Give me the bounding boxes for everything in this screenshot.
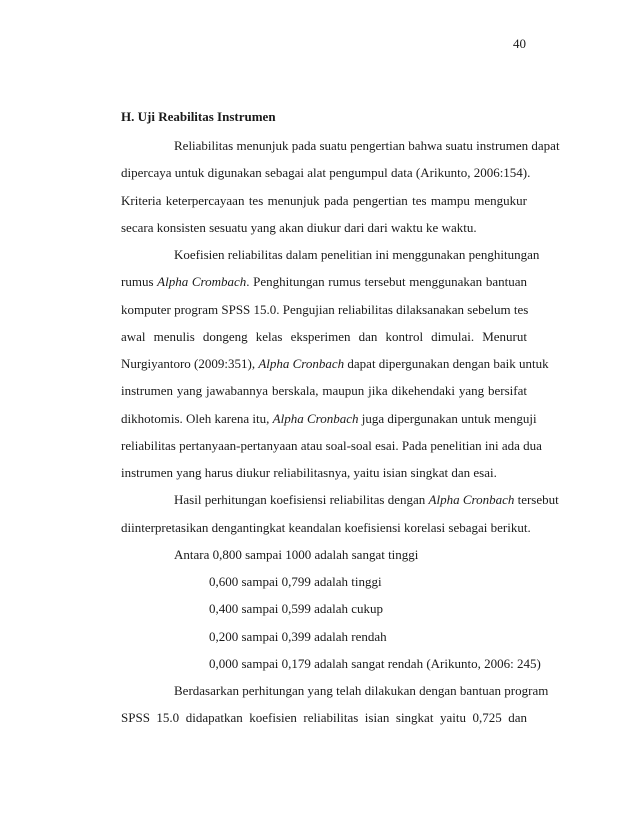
scale-line: Antara 0,800 sampai 1000 adalah sangat tinggi bbox=[174, 546, 419, 562]
text-line: komputer program SPSS 15.0. Pengujian reliabilitas dilaksanakan sebelum tes bbox=[121, 301, 529, 317]
text-segment: Hasil perhitungan koefisiensi reliabilitas dengan bbox=[174, 492, 429, 508]
section-heading: H. Uji Reabilitas Instrumen bbox=[121, 109, 276, 124]
text-line: secara konsisten sesuatu yang akan diukur dari dari waktu ke waktu. bbox=[121, 219, 477, 235]
scale-line: 0,400 sampai 0,599 adalah cukup bbox=[209, 601, 384, 617]
text-line bbox=[121, 268, 527, 295]
page-number: 40 bbox=[513, 36, 526, 51]
text-line: Reliabilitas menunjuk pada suatu pengertian bahwa suatu instrumen dapat bbox=[174, 138, 560, 153]
text-line: awal menulis dongeng kelas eksperimen dan kontrol dimulai. Menurut bbox=[121, 328, 527, 344]
italic-term: Alpha Cronbach bbox=[272, 410, 359, 426]
scale-line: 0,000 sampai 0,179 adalah sangat rendah (Arikunto, 2006: 245) bbox=[209, 655, 541, 671]
text-segment: rumus bbox=[121, 274, 158, 290]
italic-term: Alpha Cronbach bbox=[428, 492, 515, 508]
text-segment: Nurgiyantoro (2009:351), bbox=[121, 356, 259, 371]
text-line bbox=[121, 405, 537, 432]
text-line: Kriteria keterpercayaan tes menunjuk pada pengertian tes mampu mengukur bbox=[121, 192, 527, 208]
text-line: instrumen yang jawabannya berskala, maupun jika dikehendaki yang bersifat bbox=[121, 383, 527, 399]
text-line bbox=[121, 486, 559, 513]
text-line: Berdasarkan perhitungan yang telah dilakukan dengan bantuan program bbox=[174, 683, 549, 698]
italic-term: Alpha Crombach bbox=[157, 274, 247, 290]
text-line: dipercaya untuk digunakan sebagai alat pengumpul data (Arikunto, 2006:154). bbox=[121, 165, 531, 181]
text-line: Koefisien reliabilitas dalam penelitian ini menggunakan penghitungan bbox=[174, 247, 540, 262]
text-line: reliabilitas pertanyaan-pertanyaan atau soal-soal esai. Pada penelitian ini ada dua bbox=[121, 437, 542, 453]
text-line: diinterpretasikan dengantingkat keandalan koefisiensi korelasi sebagai berikut. bbox=[121, 519, 531, 535]
text-line: SPSS 15.0 didapatkan koefisien reliabilitas isian singkat yaitu 0,725 dan bbox=[121, 710, 527, 726]
text-segment: tersebut bbox=[514, 492, 559, 508]
text-segment: dapat dipergunakan dengan baik untuk bbox=[344, 356, 549, 371]
scale-line: 0,200 sampai 0,399 adalah rendah bbox=[209, 628, 387, 644]
text-segment: dikhotomis. Oleh karena itu, bbox=[121, 410, 273, 426]
text-line bbox=[121, 350, 549, 377]
text-line: instrumen yang harus diukur reliabilitasnya, yaitu isian singkat dan esai. bbox=[121, 465, 497, 480]
text-segment: . Penghitungan rumus tersebut menggunakan bantuan bbox=[246, 274, 527, 290]
text-segment: juga dipergunakan untuk menguji bbox=[358, 410, 537, 426]
italic-term: Alpha Cronbach bbox=[258, 356, 345, 371]
body-text bbox=[121, 132, 560, 732]
scale-line: 0,600 sampai 0,799 adalah tinggi bbox=[209, 574, 382, 589]
